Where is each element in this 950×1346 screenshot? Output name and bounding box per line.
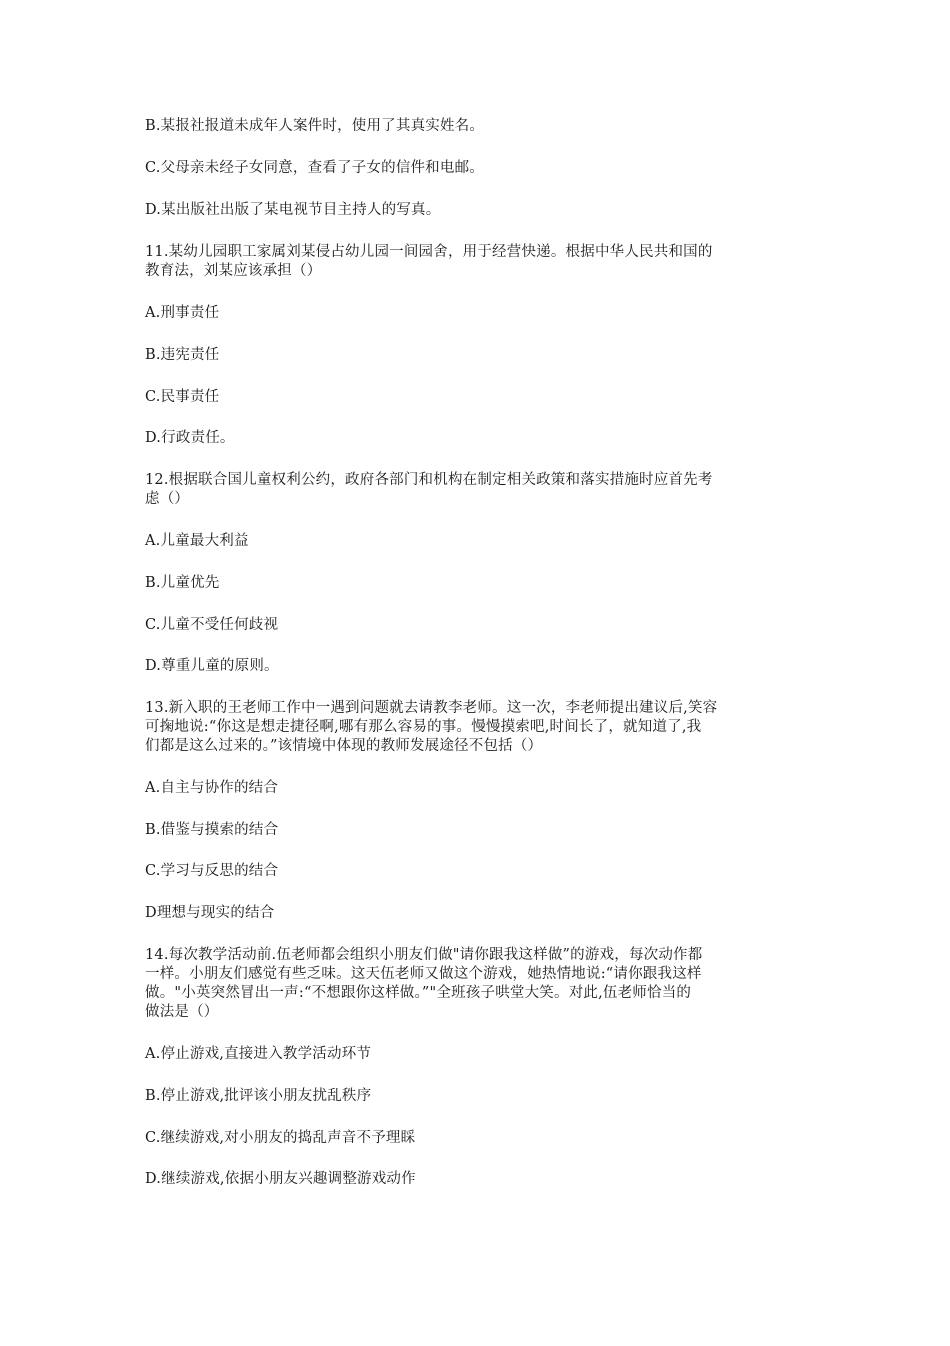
q14-option-a: A.停止游戏,直接进入教学活动环节 [145,1046,372,1062]
q13-option-c: C.学习与反思的结合 [145,863,279,879]
q10-option-b: B.某报社报道未成年人案件时，使用了其真实姓名。 [145,118,485,134]
q12-stem-line-2: 虑（） [145,491,190,507]
q14-stem-line-1: 14.每次教学活动前.伍老师都会组织小朋友们做"请你跟我这样做”的游戏，每次动作都 [145,947,703,963]
q13-stem-line-3: 们都是这么过来的。”该情境中体现的教师发展途径不包括（） [145,738,543,754]
q11-option-a: A.刑事责任 [145,305,220,321]
q12-option-a: A.儿童最大利益 [145,533,249,549]
q11-option-d: D.行政责任。 [145,430,235,446]
q14-stem-line-4: 做法是（） [145,1004,219,1020]
q14-option-d: D.继续游戏,依据小朋友兴趣调整游戏动作 [145,1171,416,1187]
q14-option-c: C.继续游戏,对小朋友的捣乱声音不予理睬 [145,1130,416,1146]
q14-option-b: B.停止游戏,批评该小朋友扰乱秩序 [145,1088,372,1104]
q13-option-d: D理想与现实的结合 [145,905,275,921]
q11-option-b: B.违宪责任 [145,347,220,363]
q12-stem-line-1: 12.根据联合国儿童权利公约，政府各部门和机构在制定相关政策和落实措施时应首先考 [145,472,713,488]
q12-option-d: D.尊重儿童的原则。 [145,658,279,674]
q11-stem-line-2: 教育法，刘某应该承担（） [145,263,322,279]
q12-option-c: C.儿童不受任何歧视 [145,617,279,633]
q10-option-c: C.父母亲未经子女同意，查看了子女的信件和电邮。 [145,160,484,176]
q14-stem-line-3: 做。"小英突然冒出一声:“不想跟你这样做。”"全班孩子哄堂大笑。对此,伍老师恰当的 [145,985,692,1001]
q13-option-b: B.借鉴与摸索的结合 [145,822,279,838]
q13-stem-line-1: 13.新入职的王老师工作中一遇到问题就去请教李老师。这一次，李老师提出建议后,笑容 [145,700,718,716]
q13-stem-line-2: 可掬地说:“你这是想走捷径啊,哪有那么容易的事。慢慢摸索吧,时间长了，就知道了,我 [145,719,702,735]
q11-stem-line-1: 11.某幼儿园职工家属刘某侵占幼儿园一间园舍，用于经营快递。根据中华人民共和国的 [145,244,713,260]
q13-option-a: A.自主与协作的结合 [145,780,279,796]
q12-option-b: B.儿童优先 [145,575,220,591]
q11-option-c: C.民事责任 [145,389,220,405]
q10-option-d: D.某出版社出版了某电视节目主持人的写真。 [145,202,441,218]
q14-stem-line-2: 一样。小朋友们感觉有些乏味。这天伍老师又做这个游戏，她热情地说:“请你跟我这样 [145,966,702,982]
